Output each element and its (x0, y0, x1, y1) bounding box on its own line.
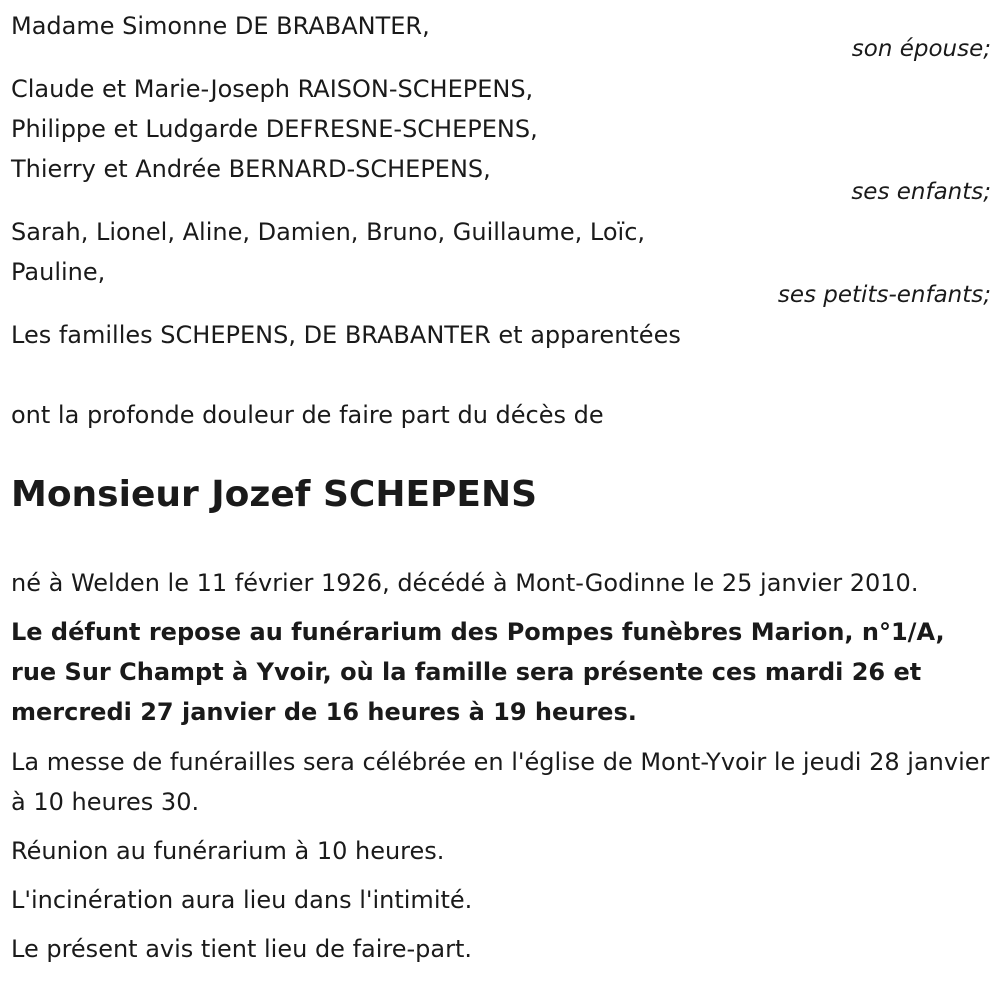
grandchildren-role: ses petits-enfants; (777, 282, 991, 308)
deceased-name: Monsieur Jozef SCHEPENS (11, 474, 538, 515)
birth-death-line: né à Welden le 11 février 1926, décédé à Mont-Godinne le 25 janvier 2010. (11, 569, 919, 597)
spouse-role: son épouse; (851, 36, 991, 62)
notice-line: Le présent avis tient lieu de faire-part. (11, 935, 473, 963)
child-name: Claude et Marie-Joseph RAISON-SCHEPENS, (11, 75, 534, 103)
repose-info: Le défunt repose au funérarium des Pompes funèbres Marion, n°1/A, rue Sur Champt à Yvoir, où la famille sera présente ces mardi 26 et mercredi 27 janvier de 16 heures à 19 heures. (11, 618, 945, 726)
grandchildren-names: Sarah, Lionel, Aline, Damien, Bruno, Guillaume, Loïc, (11, 218, 646, 246)
spouse-name: Madame Simonne DE BRABANTER, (11, 12, 430, 40)
child-name: Philippe et Ludgarde DEFRESNE-SCHEPENS, (11, 115, 538, 143)
announcement-line: ont la profonde douleur de faire part du décès de (11, 401, 604, 429)
funeral-mass-info: La messe de funérailles sera célébrée en l'église de Mont-Yvoir le jeudi 28 janvier à 10 heures 30. (11, 748, 990, 816)
child-name: Thierry et Andrée BERNARD-SCHEPENS, (11, 155, 491, 183)
families-line: Les familles SCHEPENS, DE BRABANTER et apparentées (11, 321, 681, 349)
meeting-info: Réunion au funérarium à 10 heures. (11, 837, 445, 865)
children-role: ses enfants; (851, 179, 991, 205)
cremation-info: L'incinération aura lieu dans l'intimité. (11, 886, 473, 914)
grandchildren-names: Pauline, (11, 258, 106, 286)
